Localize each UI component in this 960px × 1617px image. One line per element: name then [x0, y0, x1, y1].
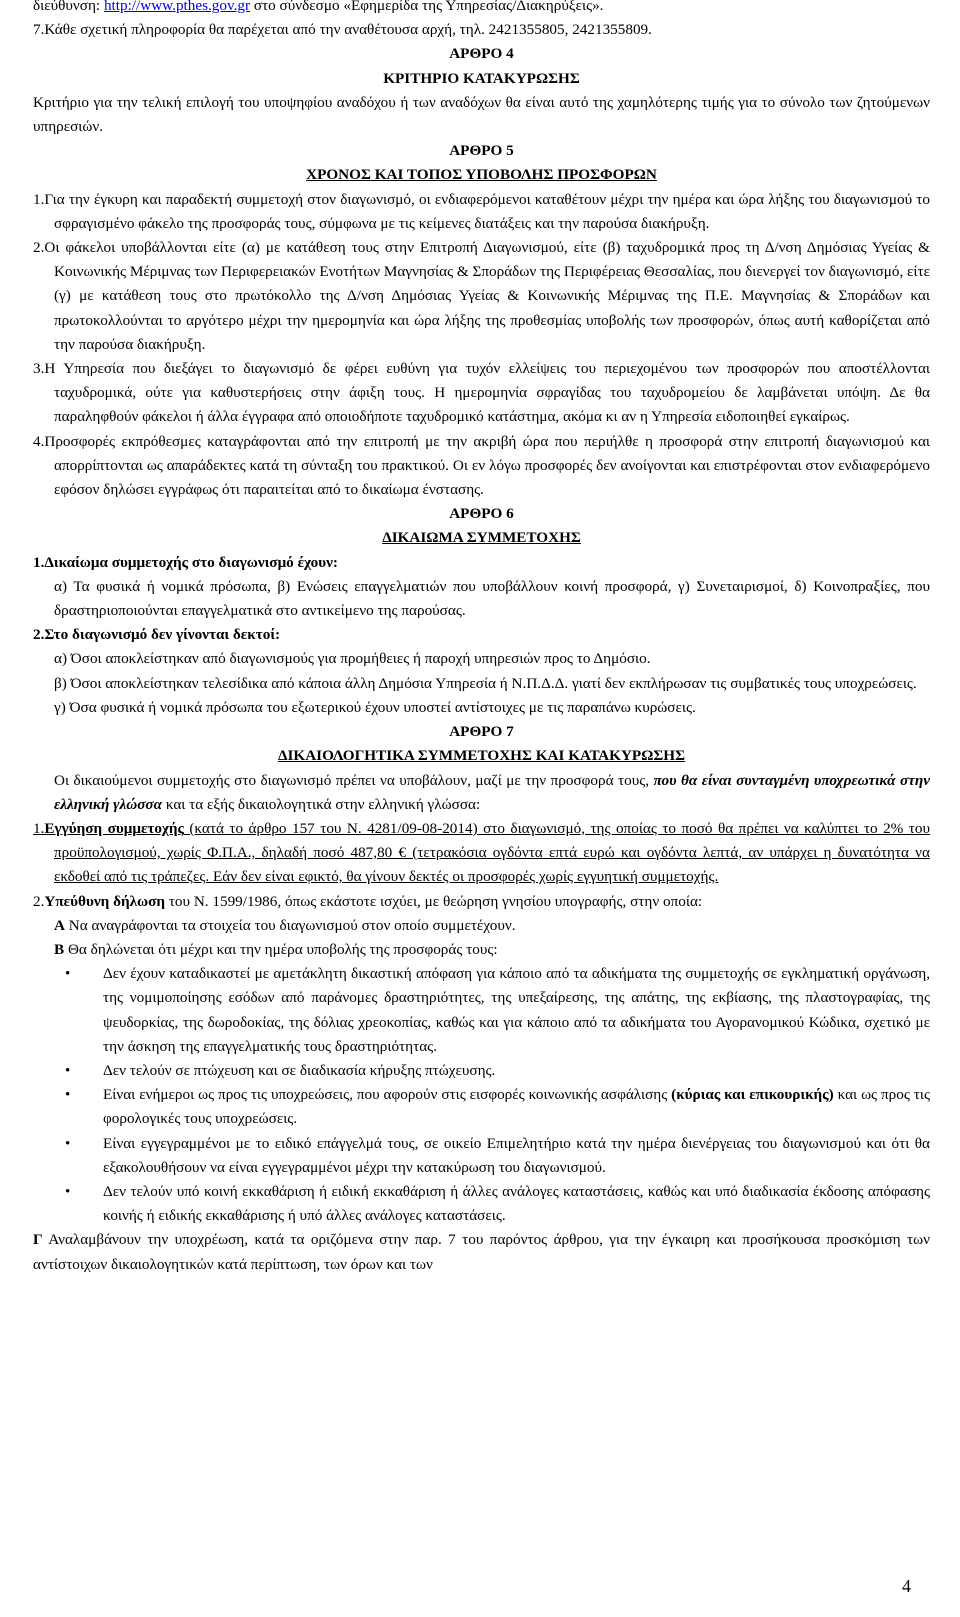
bullet-item-1 — [33, 962, 930, 1059]
item-1-text: (κατά το άρθρο 157 του Ν. 4281/09-08-2014) στο διαγωνισμό, της οποίας το ποσό θα πρέπει να καλύπτει το 2% του προϋπολογισμού, χωρίς Φ.Π.Α., δηλαδή ποσό 487,80 € (τετρακόσια ογδόντα επτά ευρώ και ογδόντα λεπτά, αν υπάρχει η δυνατότητα να εκδοθεί από τις τράπεζες. Εάν δεν είναι εφικτό, θα γίνουν δεκτές οι προσφορές χωρίς εγγυητική συμμετοχής. — [54, 819, 930, 886]
item-1-number: 1. — [33, 819, 45, 837]
article-5-subtitle: ΧΡΟΝΟΣ ΚΑΙ ΤΟΠΟΣ ΥΠΟΒΟΛΗΣ ΠΡΟΣΦΟΡΩΝ — [306, 166, 657, 184]
intro-emphasis: που θα είναι συνταγμένη υποχρεωτικά στην ελληνική γλώσσα — [54, 771, 930, 813]
item-2-bold: Υπεύθυνη δήλωση — [44, 892, 166, 910]
bullet-text-1: Δεν έχουν καταδικαστεί με αμετάκλητη δικαστική απόφαση για κάποιο από τα αδικήματα της συμμετοχής σε εγκληματική οργάνωση, της νομιμοποίησης εσόδων από παράνομες δραστηριότητες, της υπεξαίρεσης, της απάτης, της εκβίασης, της πλαστογραφίας, της ψευδορκίας, της δωροδοκίας, της δόλιας χρεοκοπίας, καθώς και για κάποιο από τα αδικήματα του Αγορανομικού Κώδικα, σχετικό με την άσκηση της επαγγελματικής τους δραστηριότητας. — [103, 965, 930, 1055]
article-5-para-1: 1.Για την έγκυρη και παραδεκτή συμμετοχή στον διαγωνισμό, οι ενδιαφερόμενοι καταθέτουν μέχρι την ημέρα και ώρα λήξης του διαγωνισμού το σφραγισμένο φάκελο της προσφοράς τους, σύμφωνα με τις κείμενες διατάξεις και την παρούσα διακήρυξη. — [33, 190, 930, 232]
article-5-para-4: 4.Προσφορές εκπρόθεσμες καταγράφονται από την επιτροπή με την ακριβή ώρα που περιήλθε η προσφορά στην επιτροπή διαγωνισμού και απορρίπτονται ως απαράδεκτες κατά τη σύνταξη του πρακτικού. Οι εν λόγω προσφορές δεν ανοίγονται και επιστρέφονται στον ενδιαφερόμενο εφόσον δηλώσει εγγράφως ότι παραιτείται από το δικαίωμα ένστασης. — [33, 432, 930, 499]
article-6-subtitle: ΔΙΚΑΙΩΜΑ ΣΥΜΜΕΤΟΧΗΣ — [382, 529, 581, 547]
document-body — [33, 0, 930, 1277]
item-A-text: Να αναγράφονται τα στοιχεία του διαγωνισμού στον οποίο συμμετέχουν. — [64, 916, 516, 934]
article-5-title: ΑΡΘΡΟ 5 — [449, 142, 514, 160]
article-6-item-b: β) Όσοι αποκλείστηκαν τελεσίδικα από κάποια άλλη Δημόσια Υπηρεσία ή Ν.Π.Δ.Δ. γιατί δεν εκπλήρωσαν τις συμβατικές τους υποχρεώσεις. — [54, 674, 917, 692]
item-A-letter: Α — [54, 916, 65, 934]
bullet-item-2 — [33, 1059, 930, 1083]
item-1-bold: Εγγύηση συμμετοχής — [44, 819, 184, 837]
article-6-item-a: α) Όσοι αποκλείστηκαν από διαγωνισμούς για προμήθειες ή παροχή υπηρεσιών προς το Δημόσιο. — [54, 650, 651, 668]
bullet-icon: • — [65, 1182, 71, 1200]
article-4-text: Κριτήριο για την τελική επιλογή του υποψηφίου αναδόχου ή των αναδόχων θα είναι αυτό της χαμηλότερης τιμής για το σύνολο των ζητούμενων υπηρεσιών. — [33, 93, 930, 136]
article-5-para-3: 3.Η Υπηρεσία που διεξάγει το διαγωνισμό δε φέρει ευθύνη για τυχόν ελλείψεις του περιεχομένου των προσφορών που αποστέλλονται ταχυδρομικά, ούτε για καθυστερήσεις στην άφιξη τους. Η ημερομηνία σφραγίδας του ταχυδρομείου δε λαμβάνεται υπόψη. Δε θα παραληφθούν φάκελοι ή άλλα έγγραφα από οποιοδήποτε ταχυδρομικό κατάστημα, ακόμα κι αν η Υπηρεσία ειδοποιηθεί εγκαίρως. — [33, 360, 930, 426]
article-7-item-A — [33, 914, 930, 938]
article-6-heading-2: 2.Στο διαγωνισμό δεν γίνονται δεκτοί: — [33, 626, 281, 644]
article-6-item-c: γ) Όσα φυσικά ή νομικά πρόσωπα του εξωτερικού έχουν υποστεί αντίστοιχες με τις παραπάνω κυρώσεις. — [54, 698, 696, 716]
article-7-subtitle: ΔΙΚΑΙΟΛΟΓΗΤΙΚΑ ΣΥΜΜΕΤΟΧΗΣ ΚΑΙ ΚΑΤΑΚΥΡΩΣΗΣ — [277, 747, 686, 765]
bullet-text-4: Είναι εγγεγραμμένοι με το ειδικό επάγγελμά τους, σε οικείο Επιμελητήριο κατά την ημέρα διενέργειας του διαγωνισμού και ότι θα εξακολουθήσουν να είναι εγγεγραμμένοι μέχρι την κατακύρωση του διαγωνισμού. — [103, 1134, 930, 1176]
article-7-item-G — [33, 1228, 930, 1276]
item-B-text: Θα δηλώνεται ότι μέχρι και την ημέρα υποβολής της προσφοράς τους: — [64, 940, 498, 958]
bullet-text-2: Δεν τελούν σε πτώχευση και σε διαδικασία κήρυξης πτώχευσης. — [103, 1061, 496, 1079]
item-B-letter: Β — [54, 940, 65, 958]
item-G-text: Αναλαμβάνουν την υποχρέωση, κατά τα οριζόμενα στην παρ. 7 του παρόντος άρθρου, για την έγκαιρη και προσήκουσα προσκόμιση των αντίστοιχων δικαιολογητικών κατά περίπτωση, των όρων και των — [33, 1231, 930, 1273]
bullet-3-tail: και ως προς τις φορολογικές τους υποχρεώσεις. — [103, 1086, 930, 1128]
item-2-text: του Ν. 1599/1986, όπως εκάστοτε ισχύει, με θεώρηση γνησίου υπογραφής, στην οποία: — [165, 892, 703, 910]
article-7-intro — [33, 769, 930, 817]
article-6-title: ΑΡΘΡΟ 6 — [449, 505, 514, 523]
bullet-icon: • — [65, 1061, 71, 1079]
article-4-subtitle: ΚΡΙΤΗΡΙΟ ΚΑΤΑΚΥΡΩΣΗΣ — [383, 69, 580, 87]
bullet-item-4 — [33, 1132, 930, 1180]
article-7-item-1 — [33, 817, 930, 890]
bullet-icon: • — [65, 965, 71, 983]
item-2-number: 2. — [33, 892, 45, 910]
article-6-heading-1: 1.Δικαίωμα συμμετοχής στο διαγωνισμό έχουν: — [33, 553, 338, 571]
bullet-icon: • — [65, 1134, 71, 1152]
info-line: 7.Κάθε σχετική πληροφορία θα παρέχεται από την αναθέτουσα αρχή, τηλ. 2421355805, 2421355809. — [33, 21, 652, 39]
intro-tail: και τα εξής δικαιολογητικά στην ελληνική γλώσσα: — [162, 795, 481, 813]
address-text: στο σύνδεσμο «Εφημερίδα της Υπηρεσίας/Διακηρύξεις». — [250, 0, 604, 14]
article-5-para-2: 2.Οι φάκελοι υποβάλλονται είτε (α) με κατάθεση τους στην Επιτροπή Διαγωνισμού, είτε (β) ταχυδρομικά προς τη Δ/νση Δημόσιας Υγείας & Κοινωνικής Μέριμνας των Περιφερειακών Ενοτήτων Μαγνησίας & Σποράδων της Περιφέρειας Θεσσαλίας, που διενεργεί τον διαγωνισμό, είτε (γ) με κατάθεση τους στο πρωτόκολλο της Δ/νση Δημόσιας Υγείας & Κοινωνικής Μέριμνας της Π.Ε. Μαγνησίας & Σποράδων και πρωτοκολλούνται το αργότερο μέχρι την ημερομηνία και ώρα λήξης της προθεσμίας υποβολής των προσφορών, όπως αυτή καθορίζεται από την παρούσα διακήρυξη. — [33, 239, 930, 353]
page-number: 4 — [902, 1576, 911, 1596]
article-6-text-1: α) Τα φυσικά ή νομικά πρόσωπα, β) Ενώσεις επαγγελματιών που υποβάλλουν κοινή προσφορά, γ) Συνεταιρισμοί, δ) Κοινοπραξίες, που δραστηριοποιούνται επαγγελματικά στο αντικείμενο της παρούσας. — [54, 577, 930, 620]
bullet-text-5: Δεν τελούν υπό κοινή εκκαθάριση ή ειδική εκκαθάριση ή άλλες ανάλογες καταστάσεις, καθώς και υπό διαδικασία έκδοσης απόφασης κοινής ή ειδικής εκκαθάρισης ή υπό άλλες ανάλογες καταστάσεις. — [103, 1182, 930, 1225]
website-link[interactable]: http://www.pthes.gov.gr — [103, 0, 251, 14]
article-7-item-B — [33, 938, 930, 962]
bullet-item-3 — [33, 1083, 930, 1131]
bullet-item-5 — [33, 1180, 930, 1228]
article-7-title: ΑΡΘΡΟ 7 — [449, 723, 514, 741]
bullet-text-3: Είναι ενήμεροι ως προς τις υποχρεώσεις, που αφορούν στις εισφορές κοινωνικής ασφάλισης — [103, 1086, 668, 1104]
bullet-3-bold: (κύριας και επικουρικής) — [671, 1086, 834, 1104]
article-4-title: ΑΡΘΡΟ 4 — [449, 45, 514, 63]
address-line — [33, 0, 930, 18]
item-G-letter: Γ — [33, 1231, 43, 1249]
intro-text: Οι δικαιούμενοι συμμετοχής στο διαγωνισμό πρέπει να υποβάλουν, μαζί με την προσφορά τους, — [54, 771, 654, 789]
address-label: διεύθυνση: — [33, 0, 104, 14]
article-7-item-2 — [33, 890, 930, 914]
bullet-icon: • — [65, 1086, 71, 1104]
